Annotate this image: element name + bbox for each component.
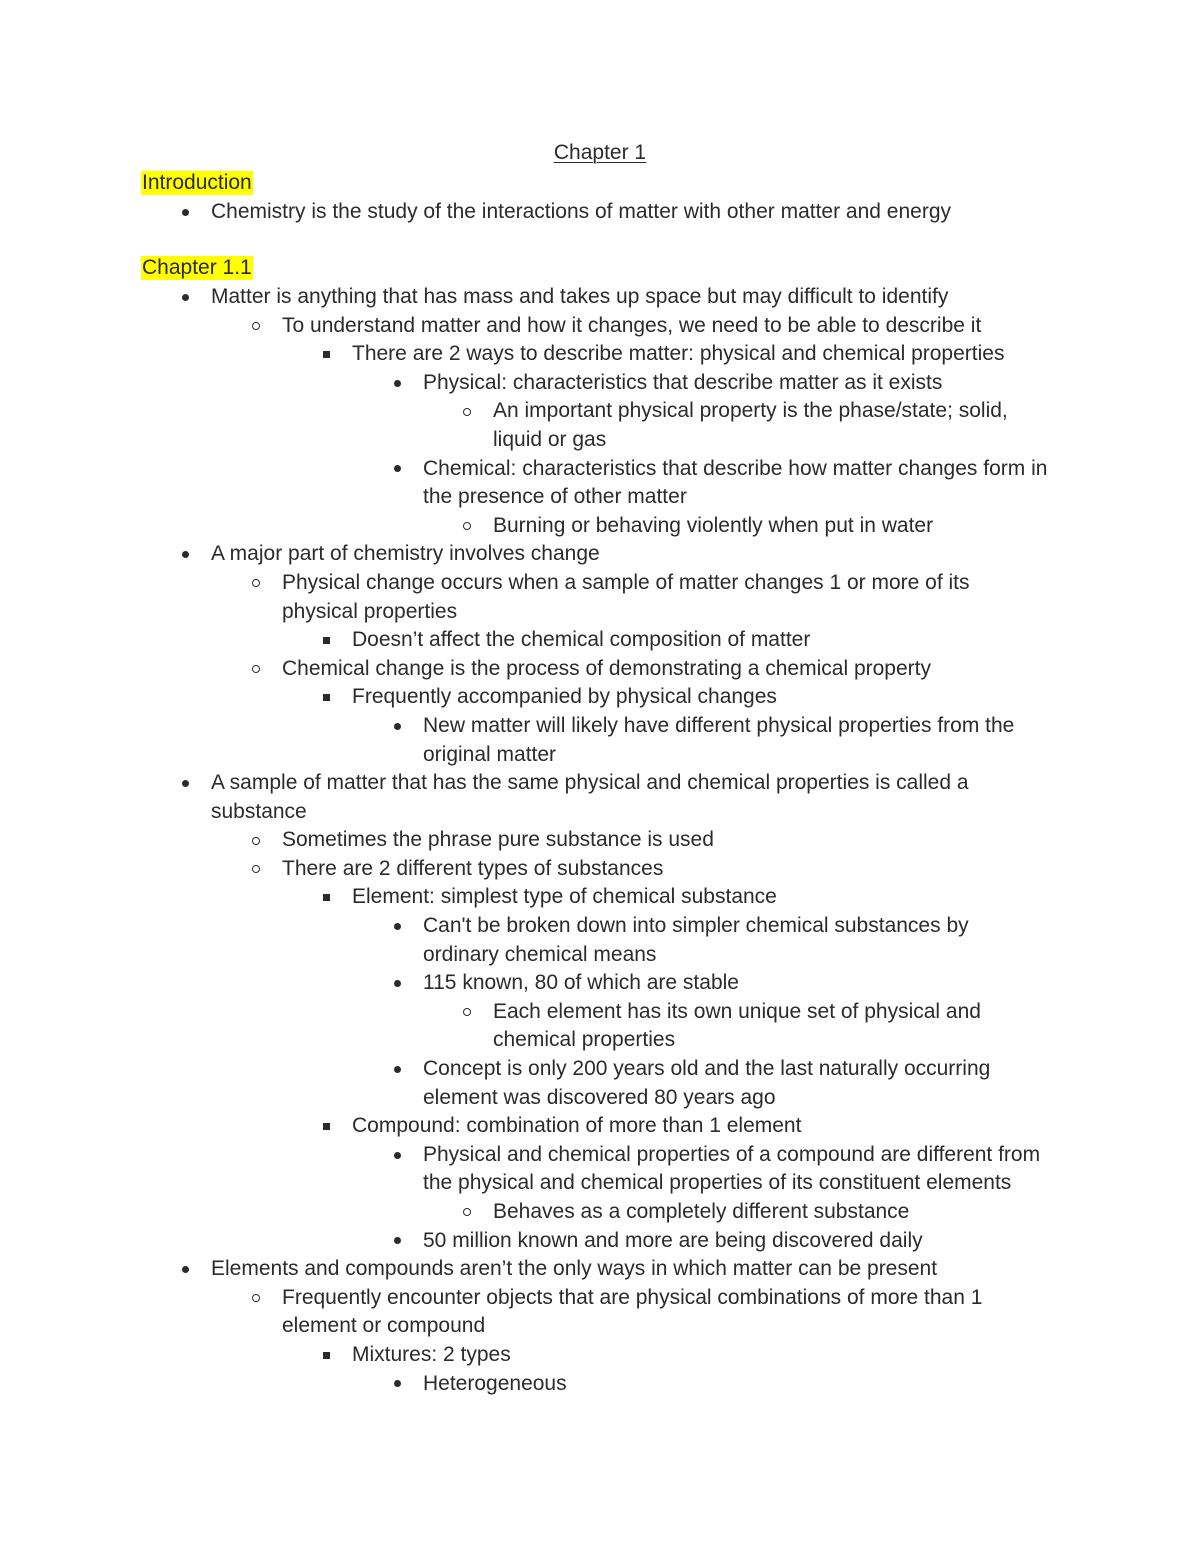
list-item: A major part of chemistry involves change [211, 540, 1061, 569]
disc-bullet-icon [175, 769, 195, 798]
circle-bullet-icon [457, 1198, 477, 1227]
list-item: Chemical: characteristics that describe how matter changes form in the presence of other matter [423, 455, 1053, 512]
disc-bullet-icon [387, 969, 407, 998]
square-bullet-icon [316, 883, 336, 912]
list-item: Physical and chemical properties of a compound are different from the physical and chemical properties of its constituent elements [423, 1141, 1073, 1198]
list-item: Matter is anything that has mass and takes up space but may difficult to identify [211, 283, 1061, 312]
circle-bullet-icon [246, 312, 266, 341]
circle-bullet-icon [246, 655, 266, 684]
circle-bullet-icon [246, 855, 266, 884]
highlighted-heading: Introduction [142, 171, 252, 194]
chapter-1-1-outline [0, 283, 1200, 1398]
list-item: Physical: characteristics that describe matter as it exists [423, 369, 1063, 398]
circle-bullet-icon [246, 826, 266, 855]
circle-bullet-icon [246, 569, 266, 598]
list-item: A sample of matter that has the same physical and chemical properties is called a substance [211, 769, 1011, 826]
list-item: Behaves as a completely different substance [493, 1198, 1053, 1227]
page-title [0, 139, 1200, 167]
list-item: An important physical property is the phase/state; solid, liquid or gas [493, 397, 1033, 454]
circle-bullet-icon [246, 1284, 266, 1313]
list-item: Physical change occurs when a sample of matter changes 1 or more of its physical properties [282, 569, 1002, 626]
list-item: There are 2 ways to describe matter: physical and chemical properties [352, 340, 1062, 369]
list-item: Doesn’t affect the chemical composition of matter [352, 626, 1062, 655]
disc-bullet-icon [175, 540, 195, 569]
section-heading-introduction [141, 169, 253, 197]
disc-bullet-icon [387, 1055, 407, 1084]
circle-bullet-icon [457, 998, 477, 1027]
list-item: Compound: combination of more than 1 element [352, 1112, 1062, 1141]
list-item: There are 2 different types of substances [282, 855, 1062, 884]
disc-bullet-icon [175, 283, 195, 312]
list-item: Frequently accompanied by physical changes [352, 683, 1062, 712]
circle-bullet-icon [457, 397, 477, 426]
list-item: 115 known, 80 of which are stable [423, 969, 1063, 998]
square-bullet-icon [316, 1112, 336, 1141]
square-bullet-icon [316, 340, 336, 369]
disc-bullet-icon [387, 912, 407, 941]
list-item: New matter will likely have different physical properties from the original matter [423, 712, 1043, 769]
square-bullet-icon [316, 683, 336, 712]
list-item: To understand matter and how it changes, we need to be able to describe it [282, 312, 1062, 341]
list-item: Chemistry is the study of the interactions of matter with other matter and energy [211, 198, 1061, 227]
disc-bullet-icon [175, 198, 195, 227]
list-item: Frequently encounter objects that are physical combinations of more than 1 element or compound [282, 1284, 1012, 1341]
square-bullet-icon [316, 626, 336, 655]
list-item: 50 million known and more are being discovered daily [423, 1227, 1063, 1256]
disc-bullet-icon [387, 455, 407, 484]
disc-bullet-icon [387, 1370, 407, 1399]
section-heading-chapter-1-1 [141, 254, 253, 282]
disc-bullet-icon [387, 712, 407, 741]
list-item: Heterogeneous [423, 1370, 1063, 1399]
list-item: Chemical change is the process of demonstrating a chemical property [282, 655, 1062, 684]
list-item: Element: simplest type of chemical substance [352, 883, 1062, 912]
list-item: Sometimes the phrase pure substance is used [282, 826, 1062, 855]
circle-bullet-icon [457, 512, 477, 541]
list-item: Mixtures: 2 types [352, 1341, 1062, 1370]
disc-bullet-icon [387, 369, 407, 398]
highlighted-heading: Chapter 1.1 [142, 256, 252, 279]
disc-bullet-icon [175, 1255, 195, 1284]
list-item: Elements and compounds aren’t the only ways in which matter can be present [211, 1255, 1061, 1284]
list-item: Concept is only 200 years old and the last naturally occurring element was discovered 80 years ago [423, 1055, 1023, 1112]
intro-outline [0, 198, 1200, 227]
square-bullet-icon [316, 1341, 336, 1370]
list-item: Can't be broken down into simpler chemical substances by ordinary chemical means [423, 912, 1013, 969]
disc-bullet-icon [387, 1227, 407, 1256]
list-item: Each element has its own unique set of physical and chemical properties [493, 998, 1013, 1055]
page-title-text: Chapter 1 [553, 141, 647, 164]
disc-bullet-icon [387, 1141, 407, 1170]
list-item: Burning or behaving violently when put in water [493, 512, 1053, 541]
